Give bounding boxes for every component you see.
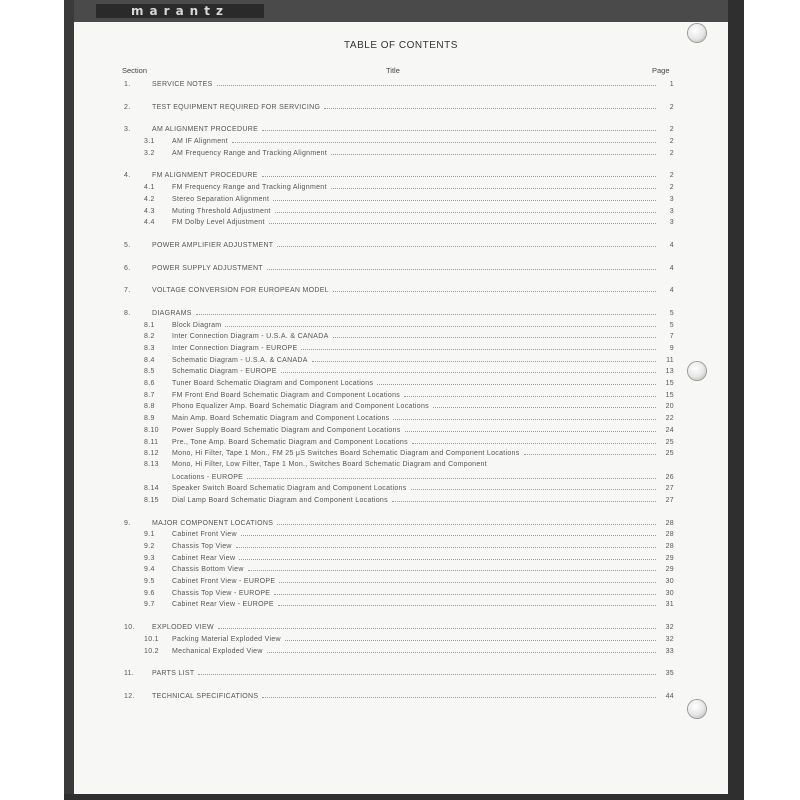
entry-number: 10.2	[144, 647, 159, 655]
entry-title: Packing Material Exploded View	[172, 635, 281, 643]
entry-page-number: 35	[665, 670, 674, 678]
toc-subentry	[124, 147, 674, 159]
dot-leader	[239, 552, 656, 560]
toc-subentry	[124, 319, 674, 331]
entry-title: Cabinet Rear View - EUROPE	[172, 601, 274, 609]
scan-border-right	[728, 0, 744, 800]
entry-number: 8.13	[144, 460, 159, 468]
toc-subentry	[124, 633, 674, 645]
toc-subentry	[124, 400, 674, 412]
brand-logo: marantz	[96, 4, 264, 18]
entry-number: 8.7	[144, 391, 155, 399]
dot-leader	[433, 400, 656, 408]
dot-leader	[491, 459, 656, 466]
entry-page-number: 25	[665, 438, 674, 446]
entry-number: 4.4	[144, 219, 155, 227]
entry-page-number: 30	[665, 589, 674, 597]
dot-leader	[262, 123, 656, 131]
entry-page-number: 3	[669, 195, 674, 203]
dot-leader	[274, 587, 656, 595]
entry-page-number: 30	[665, 578, 674, 586]
toc-subentry	[124, 447, 674, 459]
toc-subentry	[124, 424, 674, 436]
dot-leader	[412, 436, 656, 444]
entry-page-number: 7	[669, 333, 674, 341]
binder-hole-middle	[688, 362, 706, 380]
entry-title: FM Dolby Level Adjustment	[172, 219, 265, 227]
toc-section	[124, 667, 674, 679]
entry-page-number: 3	[669, 207, 674, 215]
entry-page-number: 32	[665, 635, 674, 643]
entry-title: PARTS LIST	[152, 670, 195, 678]
toc-subentry	[124, 412, 674, 424]
toc-section-heading	[124, 101, 674, 113]
entry-number: 10.	[124, 624, 135, 632]
entry-page-number: 11	[666, 356, 674, 364]
entry-page-number: 4	[669, 287, 674, 295]
entry-number: 8.6	[144, 380, 155, 388]
dot-leader	[236, 540, 656, 548]
dot-leader	[285, 633, 656, 641]
toc-section-heading	[124, 667, 674, 679]
entry-page-number: 29	[665, 566, 674, 574]
entry-number: 8.	[124, 309, 131, 317]
dot-leader	[331, 147, 656, 155]
toc-subentry	[124, 216, 674, 228]
entry-page-number: 29	[665, 554, 674, 562]
dot-leader	[241, 528, 656, 536]
entry-title: Stereo Separation Alignment	[172, 195, 270, 203]
entry-title: Phono Equalizer Amp. Board Schematic Diagram and Component Locations	[172, 403, 429, 411]
entry-title: DIAGRAMS	[152, 309, 192, 317]
entry-page-number: 33	[665, 647, 674, 655]
toc-section-heading	[124, 78, 674, 90]
entry-page-number: 22	[665, 415, 674, 423]
page-title: TABLE OF CONTENTS	[344, 40, 458, 51]
toc-subentry	[124, 377, 674, 389]
entry-number: 5.	[124, 241, 131, 249]
column-header-title: Title	[386, 66, 400, 75]
entry-title: AM IF Alignment	[172, 138, 228, 146]
dot-leader	[411, 482, 656, 490]
entry-title: MAJOR COMPONENT LOCATIONS	[152, 519, 274, 527]
entry-number: 8.4	[144, 356, 155, 364]
dot-leader	[392, 494, 656, 502]
entry-page-number: 2	[669, 103, 674, 111]
toc-subentry	[124, 193, 674, 205]
dot-leader	[333, 330, 656, 338]
binder-hole-bottom	[688, 700, 706, 718]
toc-subentry	[124, 645, 674, 657]
entry-number: 9.6	[144, 589, 155, 597]
document-page	[74, 0, 728, 794]
entry-title: AM Frequency Range and Tracking Alignment	[172, 149, 328, 157]
brand-header-bar	[74, 0, 728, 22]
toc-section-heading	[124, 307, 674, 319]
toc-section-heading	[124, 284, 674, 296]
entry-number: 6.	[124, 264, 131, 272]
dot-leader	[312, 354, 656, 362]
dot-leader	[196, 307, 656, 315]
dot-leader	[247, 471, 656, 479]
entry-number: 3.2	[144, 149, 155, 157]
toc-section-heading	[124, 517, 674, 529]
entry-title: Chassis Top View - EUROPE	[172, 589, 271, 597]
entry-number: 10.1	[144, 635, 159, 643]
entry-number: 8.1	[144, 321, 155, 329]
entry-title: Tuner Board Schematic Diagram and Component Locations	[172, 380, 374, 388]
dot-leader	[232, 135, 656, 143]
entry-page-number: 27	[665, 496, 674, 504]
toc-section-heading	[124, 123, 674, 135]
entry-page-number: 4	[669, 264, 674, 272]
toc-subentry	[124, 587, 674, 599]
entry-page-number: 2	[669, 172, 674, 180]
entry-number: 9.	[124, 519, 131, 527]
dot-leader	[405, 424, 656, 432]
toc-subentry	[124, 181, 674, 193]
dot-leader	[273, 193, 656, 201]
toc-subentry	[124, 354, 674, 366]
entry-number: 9.2	[144, 543, 155, 550]
entry-title: FM Front End Board Schematic Diagram and Component Locations	[172, 391, 401, 399]
toc-section	[124, 307, 674, 506]
dot-leader	[331, 181, 656, 189]
toc-section	[124, 621, 674, 656]
entry-page-number: 2	[669, 138, 674, 146]
entry-title: EXPLODED VIEW	[152, 624, 214, 632]
entry-title: Pre., Tone Amp. Board Schematic Diagram and Component Locations	[172, 438, 408, 446]
entry-page-number: 2	[669, 184, 674, 192]
entry-page-number: 5	[669, 309, 674, 317]
entry-number: 8.3	[144, 345, 155, 352]
toc-subentry	[124, 482, 674, 494]
entry-number: 9.4	[144, 566, 155, 574]
toc-subentry	[124, 205, 674, 217]
dot-leader	[218, 621, 656, 629]
entry-number: 7.	[124, 287, 131, 295]
toc-subentry	[124, 135, 674, 147]
dot-leader	[324, 101, 656, 109]
dot-leader	[262, 169, 656, 177]
entry-page-number: 15	[665, 391, 674, 399]
entry-page-number: 4	[669, 241, 674, 249]
toc-subentry	[124, 365, 674, 377]
entry-number: 3.1	[144, 138, 155, 146]
entry-page-number: 44	[665, 692, 674, 700]
entry-page-number: 15	[665, 380, 674, 388]
entry-title: Chassis Top View	[172, 543, 232, 550]
dot-leader	[225, 319, 656, 327]
entry-page-number: 20	[665, 403, 674, 411]
entry-page-number: 9	[669, 345, 674, 352]
dot-leader	[262, 690, 656, 698]
entry-page-number: 26	[665, 473, 674, 481]
entry-title: FM ALIGNMENT PROCEDURE	[152, 172, 258, 180]
entry-title: Mono, Hi Filter, Low Filter, Tape 1 Mon., Switches Board Schematic Diagram and Component	[172, 460, 487, 468]
entry-title: Mechanical Exploded View	[172, 647, 263, 655]
toc-subentry	[124, 552, 674, 564]
entry-number: 4.1	[144, 184, 155, 192]
dot-leader	[275, 205, 656, 213]
entry-page-number: 1	[669, 81, 674, 88]
toc-section-heading	[124, 239, 674, 251]
dot-leader	[267, 262, 656, 270]
entry-title: Cabinet Front View - EUROPE	[172, 578, 276, 586]
toc-subentry	[124, 330, 674, 342]
entry-title: POWER SUPPLY ADJUSTMENT	[152, 264, 263, 272]
toc-subentry-continuation	[124, 471, 674, 483]
dot-leader	[198, 667, 656, 675]
entry-title: Locations - EUROPE	[172, 473, 244, 481]
toc-section	[124, 123, 674, 158]
entry-number: 9.7	[144, 601, 155, 609]
entry-page-number: 27	[665, 485, 674, 493]
toc-subentry	[124, 342, 674, 354]
entry-page-number: 13	[665, 368, 674, 376]
entry-number: 8.8	[144, 403, 155, 411]
entry-title: Main Amp. Board Schematic Diagram and Component Locations	[172, 415, 390, 423]
entry-number: 8.9	[144, 415, 155, 423]
entry-title: SERVICE NOTES	[152, 81, 213, 88]
dot-leader	[277, 239, 656, 247]
toc-section	[124, 517, 674, 611]
column-header-section: Section	[122, 66, 148, 75]
entry-number: 9.5	[144, 578, 155, 586]
entry-title: Muting Threshold Adjustment	[172, 207, 271, 215]
entry-page-number: 31	[665, 601, 674, 609]
dot-leader	[404, 389, 656, 397]
dot-leader	[333, 284, 656, 292]
dot-leader	[217, 78, 656, 86]
entry-title: FM Frequency Range and Tracking Alignment	[172, 184, 327, 192]
entry-title: Schematic Diagram - U.S.A. & CANADA	[172, 356, 308, 364]
toc-section	[124, 690, 674, 702]
entry-number: 4.	[124, 172, 131, 180]
toc-section-heading	[124, 262, 674, 274]
entry-page-number: 28	[665, 531, 674, 539]
toc-subentry	[124, 563, 674, 575]
entry-number: 8.15	[144, 496, 159, 504]
entry-title: Dial Lamp Board Schematic Diagram and Component Locations	[172, 496, 388, 504]
toc-subentry	[124, 528, 674, 540]
entry-page-number: 24	[665, 426, 674, 434]
entry-title: Power Supply Board Schematic Diagram and Component Locations	[172, 426, 401, 434]
entry-title: Mono, Hi Filter, Tape 1 Mon., FM 25 μS Switches Board Schematic Diagram and Component Locations	[172, 450, 520, 458]
dot-leader	[277, 517, 656, 525]
toc-subentry	[124, 575, 674, 587]
entry-page-number: 25	[665, 450, 674, 458]
entry-number: 9.3	[144, 554, 155, 562]
toc-section	[124, 262, 674, 274]
entry-page-number: 28	[665, 543, 674, 550]
entry-title: TECHNICAL SPECIFICATIONS	[152, 692, 259, 700]
entry-number: 1.	[124, 81, 131, 88]
entry-title: Chassis Bottom View	[172, 566, 244, 574]
entry-number: 8.11	[144, 438, 159, 446]
entry-number: 4.2	[144, 195, 155, 203]
dot-leader	[524, 447, 656, 455]
toc-section	[124, 101, 674, 113]
toc-subentry	[124, 540, 674, 552]
toc-section	[124, 284, 674, 296]
entry-number: 8.5	[144, 368, 155, 376]
entry-title: Cabinet Rear View	[172, 554, 236, 562]
toc-section	[124, 78, 674, 90]
dot-leader	[301, 342, 656, 350]
dot-leader	[267, 645, 656, 653]
entry-title: Schematic Diagram - EUROPE	[172, 368, 277, 376]
entry-page-number: 5	[669, 321, 674, 329]
entry-title: AM ALIGNMENT PROCEDURE	[152, 126, 259, 134]
dot-leader	[377, 377, 656, 385]
dot-leader	[278, 598, 656, 606]
entry-title: Inter Connection Diagram - EUROPE	[172, 345, 298, 352]
toc-list	[124, 78, 674, 713]
entry-number: 8.10	[144, 426, 159, 434]
entry-number: 8.2	[144, 333, 155, 341]
dot-leader	[269, 216, 656, 224]
toc-subentry	[124, 459, 674, 471]
dot-leader	[281, 365, 656, 373]
entry-page-number: 28	[665, 519, 674, 527]
toc-section-heading	[124, 169, 674, 181]
column-header-page: Page	[652, 66, 670, 75]
entry-number: 4.3	[144, 207, 155, 215]
dot-leader	[248, 563, 656, 571]
toc-section-heading	[124, 690, 674, 702]
scan-border-left	[64, 0, 74, 800]
entry-title: Inter Connection Diagram - U.S.A. & CANADA	[172, 333, 329, 341]
entry-title: Cabinet Front View	[172, 531, 237, 539]
entry-number: 9.1	[144, 531, 155, 539]
entry-number: 3.	[124, 126, 131, 134]
entry-number: 12.	[124, 692, 135, 700]
entry-number: 2.	[124, 103, 131, 111]
toc-section	[124, 169, 674, 227]
toc-subentry	[124, 494, 674, 506]
entry-title: Speaker Switch Board Schematic Diagram and Component Locations	[172, 485, 407, 493]
entry-number: 8.14	[144, 485, 159, 493]
entry-title: TEST EQUIPMENT REQUIRED FOR SERVICING	[152, 103, 321, 111]
entry-page-number: 2	[669, 149, 674, 157]
entry-page-number: 32	[665, 624, 674, 632]
entry-number: 8.12	[144, 450, 159, 458]
toc-subentry	[124, 436, 674, 448]
entry-title: Block Diagram	[172, 321, 222, 329]
scan-border-bottom	[64, 794, 744, 800]
entry-page-number: 3	[669, 219, 674, 227]
entry-number: 11.	[124, 670, 135, 678]
dot-leader	[279, 575, 656, 583]
entry-title: VOLTAGE CONVERSION FOR EUROPEAN MODEL	[152, 287, 329, 295]
toc-section	[124, 239, 674, 251]
toc-subentry	[124, 389, 674, 401]
toc-section-heading	[124, 621, 674, 633]
dot-leader	[393, 412, 656, 420]
toc-subentry	[124, 598, 674, 610]
entry-page-number: 2	[669, 126, 674, 134]
entry-title: POWER AMPLIFIER ADJUSTMENT	[152, 241, 274, 249]
